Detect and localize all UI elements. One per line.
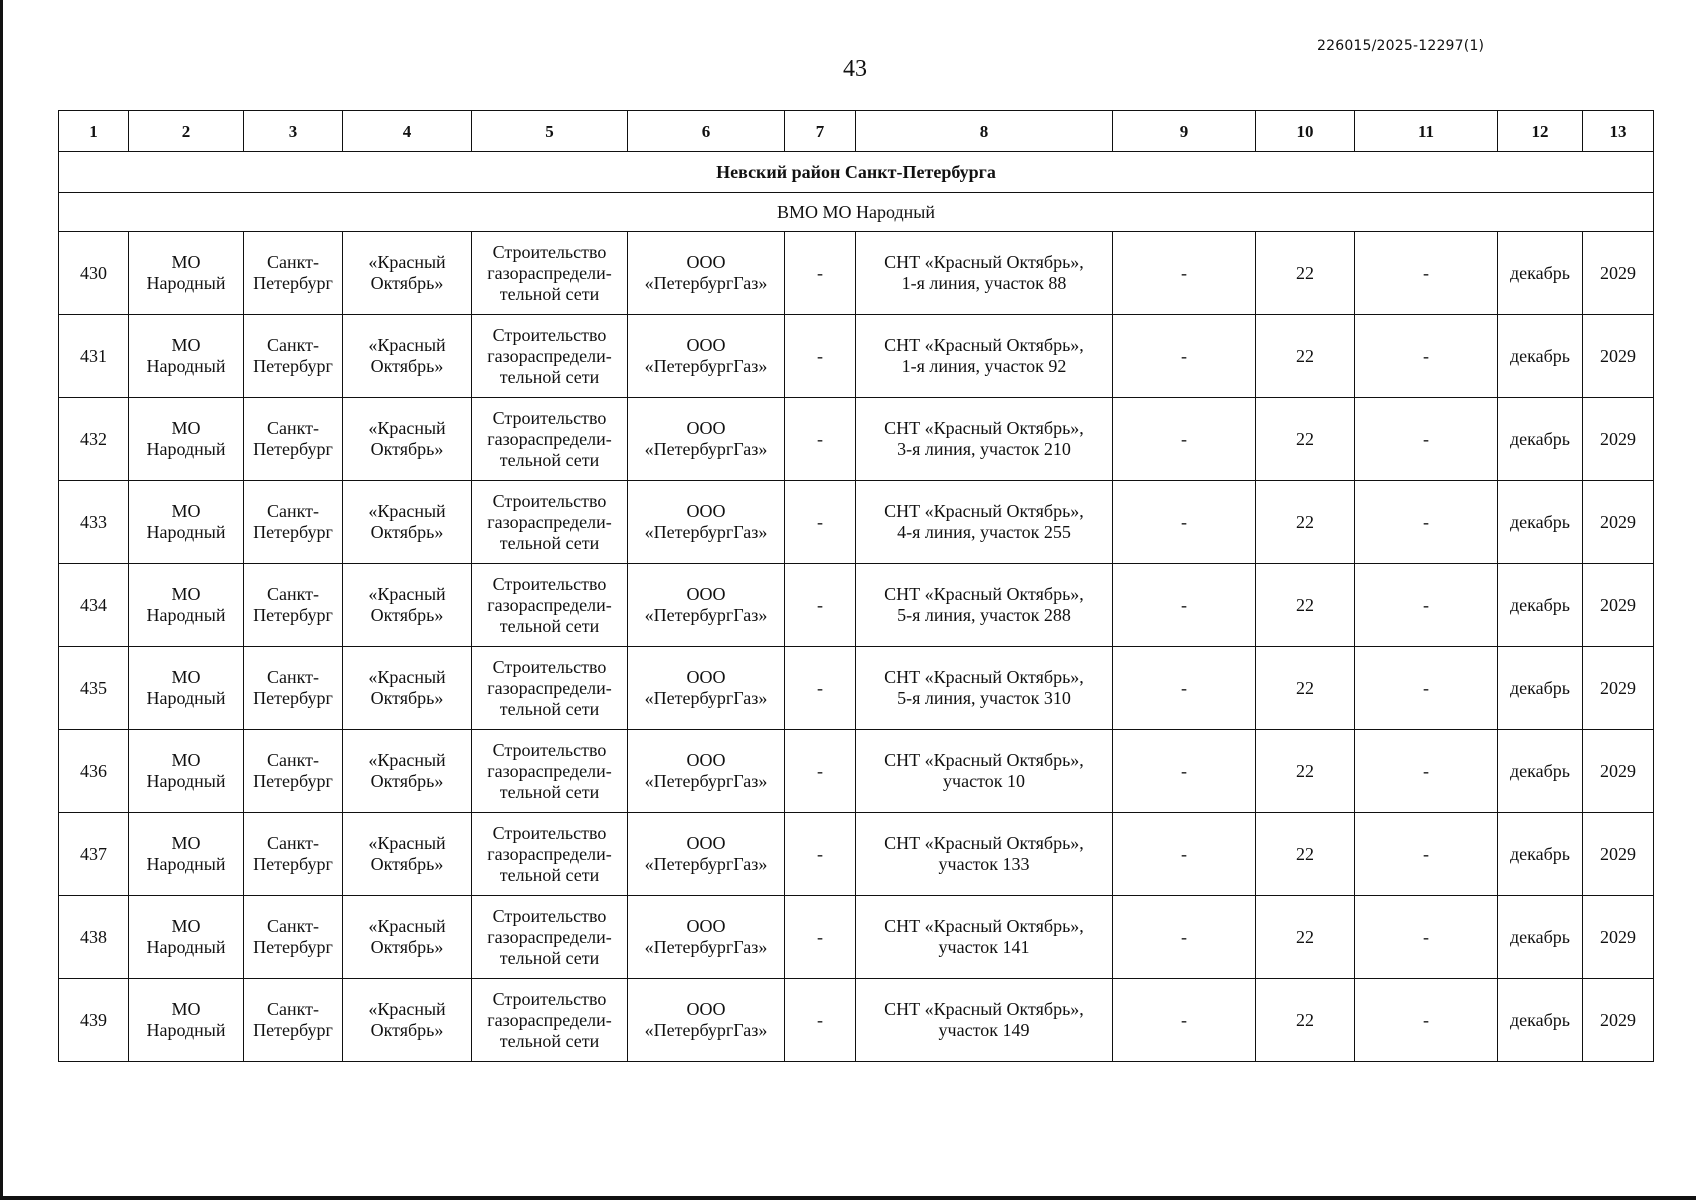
settlement-cell: «Красный Октябрь» (343, 315, 472, 398)
col11-cell: - (1355, 979, 1498, 1062)
address-cell: СНТ «Красный Октябрь», участок 141 (856, 896, 1113, 979)
address-cell: СНТ «Красный Октябрь», участок 149 (856, 979, 1113, 1062)
col9-cell: - (1113, 896, 1256, 979)
year-cell: 2029 (1583, 481, 1654, 564)
organization-cell: ООО «ПетербургГаз» (628, 564, 785, 647)
address-cell: СНТ «Красный Октябрь», участок 133 (856, 813, 1113, 896)
municipality-cell: МО Народный (129, 813, 244, 896)
table-row (59, 647, 1654, 730)
municipality-row (59, 193, 1654, 232)
settlement-cell: «Красный Октябрь» (343, 481, 472, 564)
document-number: 226015/2025-12297(1) (1317, 38, 1485, 54)
month-cell: декабрь (1498, 315, 1583, 398)
column-number: 6 (628, 111, 785, 152)
settlement-cell: «Красный Октябрь» (343, 564, 472, 647)
col10-cell: 22 (1256, 315, 1355, 398)
month-cell: декабрь (1498, 232, 1583, 315)
organization-cell: ООО «ПетербургГаз» (628, 315, 785, 398)
register-table (58, 110, 1654, 1062)
address-cell: СНТ «Красный Октябрь», 1-я линия, участок 88 (856, 232, 1113, 315)
organization-cell: ООО «ПетербургГаз» (628, 398, 785, 481)
organization-cell: ООО «ПетербургГаз» (628, 232, 785, 315)
year-cell: 2029 (1583, 979, 1654, 1062)
work-type-cell: Строительство газораспредели- тельной сети (472, 564, 628, 647)
column-number: 12 (1498, 111, 1583, 152)
address-cell: СНТ «Красный Октябрь», 1-я линия, участок 92 (856, 315, 1113, 398)
col11-cell: - (1355, 481, 1498, 564)
organization-cell: ООО «ПетербургГаз» (628, 896, 785, 979)
col11-cell: - (1355, 647, 1498, 730)
year-cell: 2029 (1583, 232, 1654, 315)
municipality-heading: ВМО МО Народный (59, 193, 1654, 232)
work-type-cell: Строительство газораспредели- тельной сети (472, 481, 628, 564)
work-type-cell: Строительство газораспредели- тельной сети (472, 398, 628, 481)
row-number: 435 (59, 647, 129, 730)
column-number: 1 (59, 111, 129, 152)
work-type-cell: Строительство газораспредели- тельной сети (472, 647, 628, 730)
row-number: 437 (59, 813, 129, 896)
organization-cell: ООО «ПетербургГаз» (628, 979, 785, 1062)
col7-cell: - (785, 979, 856, 1062)
table-row (59, 730, 1654, 813)
column-number: 5 (472, 111, 628, 152)
col10-cell: 22 (1256, 896, 1355, 979)
municipality-cell: МО Народный (129, 896, 244, 979)
col9-cell: - (1113, 979, 1256, 1062)
col11-cell: - (1355, 398, 1498, 481)
municipality-cell: МО Народный (129, 315, 244, 398)
settlement-cell: «Красный Октябрь» (343, 896, 472, 979)
col9-cell: - (1113, 564, 1256, 647)
col9-cell: - (1113, 315, 1256, 398)
col7-cell: - (785, 896, 856, 979)
month-cell: декабрь (1498, 730, 1583, 813)
col7-cell: - (785, 315, 856, 398)
municipality-cell: МО Народный (129, 564, 244, 647)
col7-cell: - (785, 647, 856, 730)
col10-cell: 22 (1256, 564, 1355, 647)
column-number: 3 (244, 111, 343, 152)
col7-cell: - (785, 398, 856, 481)
column-number: 9 (1113, 111, 1256, 152)
year-cell: 2029 (1583, 813, 1654, 896)
col9-cell: - (1113, 232, 1256, 315)
address-cell: СНТ «Красный Октябрь», 5-я линия, участок 288 (856, 564, 1113, 647)
month-cell: декабрь (1498, 813, 1583, 896)
table-row (59, 232, 1654, 315)
col10-cell: 22 (1256, 730, 1355, 813)
work-type-cell: Строительство газораспредели- тельной сети (472, 979, 628, 1062)
city-cell: Санкт- Петербург (244, 730, 343, 813)
col10-cell: 22 (1256, 232, 1355, 315)
row-number: 432 (59, 398, 129, 481)
col7-cell: - (785, 730, 856, 813)
col11-cell: - (1355, 896, 1498, 979)
settlement-cell: «Красный Октябрь» (343, 813, 472, 896)
column-number: 4 (343, 111, 472, 152)
work-type-cell: Строительство газораспредели- тельной сети (472, 730, 628, 813)
month-cell: декабрь (1498, 647, 1583, 730)
organization-cell: ООО «ПетербургГаз» (628, 813, 785, 896)
column-number: 8 (856, 111, 1113, 152)
col7-cell: - (785, 813, 856, 896)
settlement-cell: «Красный Октябрь» (343, 232, 472, 315)
year-cell: 2029 (1583, 398, 1654, 481)
column-number: 2 (129, 111, 244, 152)
row-number: 433 (59, 481, 129, 564)
year-cell: 2029 (1583, 730, 1654, 813)
col10-cell: 22 (1256, 398, 1355, 481)
col7-cell: - (785, 232, 856, 315)
month-cell: декабрь (1498, 481, 1583, 564)
table-row (59, 979, 1654, 1062)
city-cell: Санкт- Петербург (244, 647, 343, 730)
address-cell: СНТ «Красный Октябрь», участок 10 (856, 730, 1113, 813)
organization-cell: ООО «ПетербургГаз» (628, 730, 785, 813)
column-number: 7 (785, 111, 856, 152)
col9-cell: - (1113, 730, 1256, 813)
city-cell: Санкт- Петербург (244, 232, 343, 315)
city-cell: Санкт- Петербург (244, 813, 343, 896)
address-cell: СНТ «Красный Октябрь», 4-я линия, участок 255 (856, 481, 1113, 564)
work-type-cell: Строительство газораспредели- тельной сети (472, 232, 628, 315)
row-number: 434 (59, 564, 129, 647)
city-cell: Санкт- Петербург (244, 315, 343, 398)
col10-cell: 22 (1256, 813, 1355, 896)
address-cell: СНТ «Красный Октябрь», 3-я линия, участок 210 (856, 398, 1113, 481)
row-number: 439 (59, 979, 129, 1062)
city-cell: Санкт- Петербург (244, 564, 343, 647)
row-number: 436 (59, 730, 129, 813)
organization-cell: ООО «ПетербургГаз» (628, 647, 785, 730)
table-row (59, 315, 1654, 398)
month-cell: декабрь (1498, 979, 1583, 1062)
table-row (59, 398, 1654, 481)
district-heading: Невский район Санкт-Петербурга (59, 152, 1654, 193)
table-row (59, 481, 1654, 564)
municipality-cell: МО Народный (129, 979, 244, 1062)
work-type-cell: Строительство газораспредели- тельной сети (472, 896, 628, 979)
column-number: 10 (1256, 111, 1355, 152)
col11-cell: - (1355, 315, 1498, 398)
col7-cell: - (785, 481, 856, 564)
municipality-cell: МО Народный (129, 647, 244, 730)
row-number: 431 (59, 315, 129, 398)
column-number-row (59, 111, 1654, 152)
city-cell: Санкт- Петербург (244, 979, 343, 1062)
table-row (59, 896, 1654, 979)
year-cell: 2029 (1583, 315, 1654, 398)
table-row (59, 564, 1654, 647)
district-row (59, 152, 1654, 193)
year-cell: 2029 (1583, 896, 1654, 979)
col11-cell: - (1355, 564, 1498, 647)
page-number: 43 (843, 56, 867, 82)
year-cell: 2029 (1583, 647, 1654, 730)
col10-cell: 22 (1256, 979, 1355, 1062)
settlement-cell: «Красный Октябрь» (343, 398, 472, 481)
col11-cell: - (1355, 730, 1498, 813)
table-row (59, 813, 1654, 896)
row-number: 430 (59, 232, 129, 315)
settlement-cell: «Красный Октябрь» (343, 979, 472, 1062)
col10-cell: 22 (1256, 481, 1355, 564)
organization-cell: ООО «ПетербургГаз» (628, 481, 785, 564)
municipality-cell: МО Народный (129, 730, 244, 813)
work-type-cell: Строительство газораспредели- тельной сети (472, 813, 628, 896)
col9-cell: - (1113, 813, 1256, 896)
city-cell: Санкт- Петербург (244, 481, 343, 564)
address-cell: СНТ «Красный Октябрь», 5-я линия, участок 310 (856, 647, 1113, 730)
column-number: 11 (1355, 111, 1498, 152)
month-cell: декабрь (1498, 896, 1583, 979)
work-type-cell: Строительство газораспредели- тельной сети (472, 315, 628, 398)
year-cell: 2029 (1583, 564, 1654, 647)
settlement-cell: «Красный Октябрь» (343, 647, 472, 730)
city-cell: Санкт- Петербург (244, 896, 343, 979)
column-number: 13 (1583, 111, 1654, 152)
scan-left-edge (0, 0, 3, 1200)
col9-cell: - (1113, 481, 1256, 564)
col11-cell: - (1355, 232, 1498, 315)
month-cell: декабрь (1498, 398, 1583, 481)
city-cell: Санкт- Петербург (244, 398, 343, 481)
col9-cell: - (1113, 398, 1256, 481)
settlement-cell: «Красный Октябрь» (343, 730, 472, 813)
municipality-cell: МО Народный (129, 481, 244, 564)
municipality-cell: МО Народный (129, 398, 244, 481)
municipality-cell: МО Народный (129, 232, 244, 315)
col9-cell: - (1113, 647, 1256, 730)
scan-bottom-edge (0, 1196, 1696, 1200)
col11-cell: - (1355, 813, 1498, 896)
row-number: 438 (59, 896, 129, 979)
col7-cell: - (785, 564, 856, 647)
col10-cell: 22 (1256, 647, 1355, 730)
month-cell: декабрь (1498, 564, 1583, 647)
